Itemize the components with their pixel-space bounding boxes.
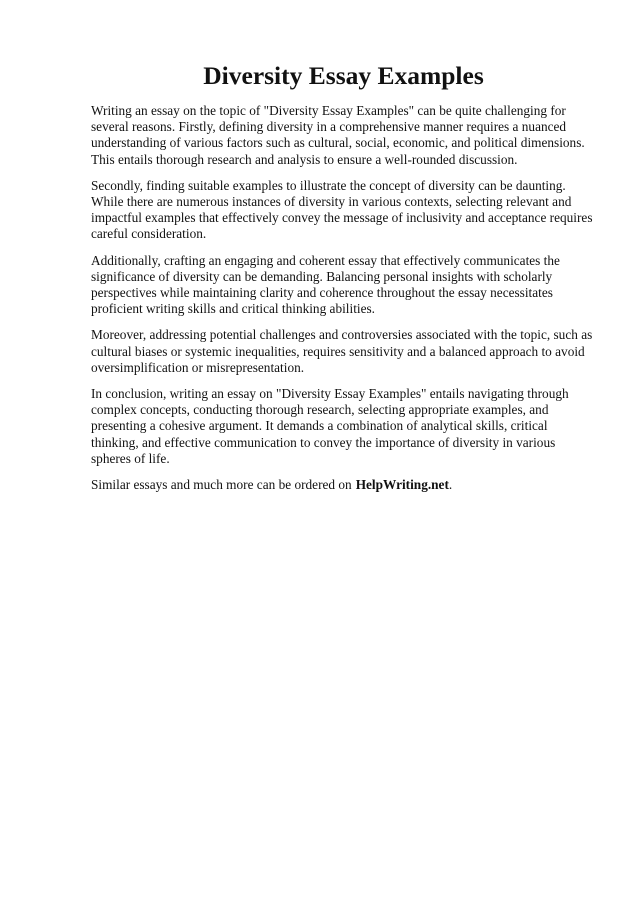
helpwriting-link[interactable]: HelpWriting.net	[355, 477, 449, 493]
document-title: Diversity Essay Examples	[203, 61, 484, 90]
document-page	[91, 60, 596, 493]
paragraph-conclusion: In conclusion, writing an essay on "Diversity Essay Examples" entails navigating through complex concepts, conducting thorough research, selecting appropriate examples, and presenting a cohesive argument. It demands a combination of analytical skills, critical thinking, and effective communication to convey the importance of diversity in various spheres of life.	[91, 386, 569, 466]
paragraph-challenges: Moreover, addressing potential challenges and controversies associated with the topic, such as cultural biases or systemic inequalities, requires sensitivity and a balanced approach to avoid oversimplification or misrepresentation.	[91, 327, 593, 375]
paragraph-examples: Secondly, finding suitable examples to illustrate the concept of diversity can be daunting. While there are numerous instances of diversity in various contexts, selecting relevant and impactful examples that effectively convey the message of inclusivity and acceptance requires careful consideration.	[91, 177, 593, 242]
footer-text: Similar essays and much more can be ordered on	[91, 477, 352, 493]
paragraph-crafting: Additionally, crafting an engaging and coherent essay that effectively communicates the significance of diversity can be demanding. Balancing personal insights with scholarly perspectives while maintaining clarity and coherence throughout the essay necessitates proficient writing skills and critical thinking abilities.	[91, 252, 560, 317]
footer-line	[91, 477, 596, 493]
paragraph-intro: Writing an essay on the topic of "Diversity Essay Examples" can be quite challenging for several reasons. Firstly, defining diversity in a comprehensive manner requires a nuanced understanding of various factors such as cultural, social, economic, and political dimensions. This entails thorough research and analysis to ensure a well-rounded discussion.	[91, 103, 585, 167]
footer-suffix: .	[448, 477, 453, 493]
